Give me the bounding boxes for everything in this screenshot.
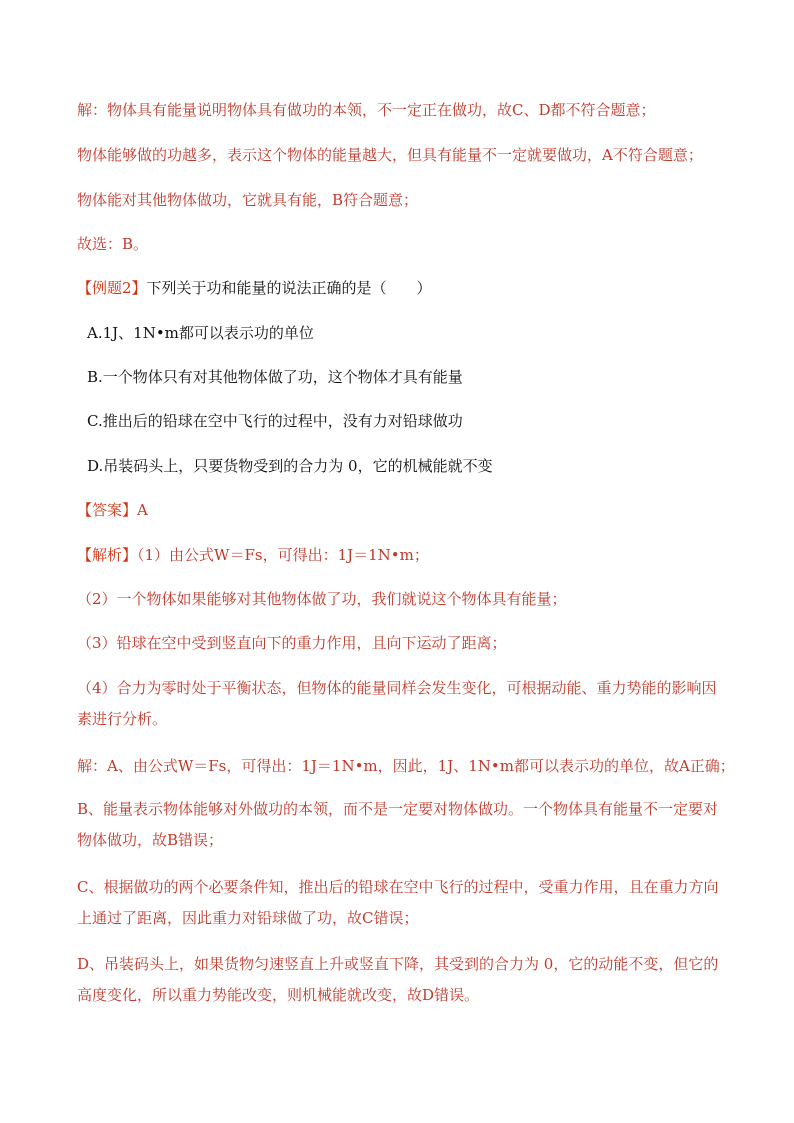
prev-solution-line-2: 物体能够做的功越多，表示这个物体的能量越大，但具有能量不一定就要做功，A不符合题意； xyxy=(77,146,703,164)
solution-d: D、吊装码头上，如果货物匀速竖直上升或竖直下降，其受到的合力为 0，它的动能不变，但它的高度变化，所以重力势能改变，则机械能就改变，故D错误。 xyxy=(77,955,719,1004)
question-text: 下列关于功和能量的说法正确的是（ ） xyxy=(146,279,432,297)
option-d: D.吊装码头上，只要货物受到的合力为 0，它的机械能就不变 xyxy=(87,457,493,475)
option-a: A.1J、1N•m都可以表示功的单位 xyxy=(87,324,314,342)
example-2-question xyxy=(77,277,727,299)
option-b: B.一个物体只有对其他物体做了功，这个物体才具有能量 xyxy=(87,368,463,386)
answer-line xyxy=(77,499,727,521)
analysis-line-3: （3）铅球在空中受到竖直向下的重力作用，且向下运动了距离； xyxy=(77,634,507,652)
example-2-tag: 【例题2】 xyxy=(77,279,147,297)
analysis-line-4: （4）合力为零时处于平衡状态，但物体的能量同样会发生变化，可根据动能、重力势能的影响因素进行分析。 xyxy=(77,679,717,728)
prev-solution-line-3: 物体能对其他物体做功，它就具有能，B符合题意； xyxy=(77,191,419,209)
option-c: C.推出后的铅球在空中飞行的过程中，没有力对铅球做功 xyxy=(87,412,463,430)
answer-value: A xyxy=(137,501,148,519)
answer-tag: 【答案】 xyxy=(77,501,138,519)
solution-b: B、能量表示物体能够对外做功的本领，而不是一定要对物体做功。一个物体具有能量不一定要对物体做功，故B错误； xyxy=(77,800,719,849)
solution-c: C、根据做功的两个必要条件知，推出后的铅球在空中飞行的过程中，受重力作用，且在重力方向上通过了距离，因此重力对铅球做了功，故C错误； xyxy=(77,878,719,927)
analysis-line-2: （2）一个物体如果能够对其他物体做了功，我们就说这个物体具有能量； xyxy=(77,590,567,608)
solution-a: 解：A、由公式W＝Fs，可得出：1J＝1N•m，因此，1J、1N•m都可以表示功的单位，故A正确； xyxy=(77,757,735,775)
prev-solution-answer: 故选：B。 xyxy=(77,235,149,253)
analysis-text-1: （1）由公式W＝Fs，可得出：1J＝1N•m； xyxy=(137,546,429,564)
analysis-line-1 xyxy=(77,544,727,566)
prev-solution-line-1: 解：物体具有能量说明物体具有做功的本领，不一定正在做功，故C、D都不符合题意； xyxy=(77,101,656,119)
analysis-tag: 【解析】 xyxy=(77,546,138,564)
